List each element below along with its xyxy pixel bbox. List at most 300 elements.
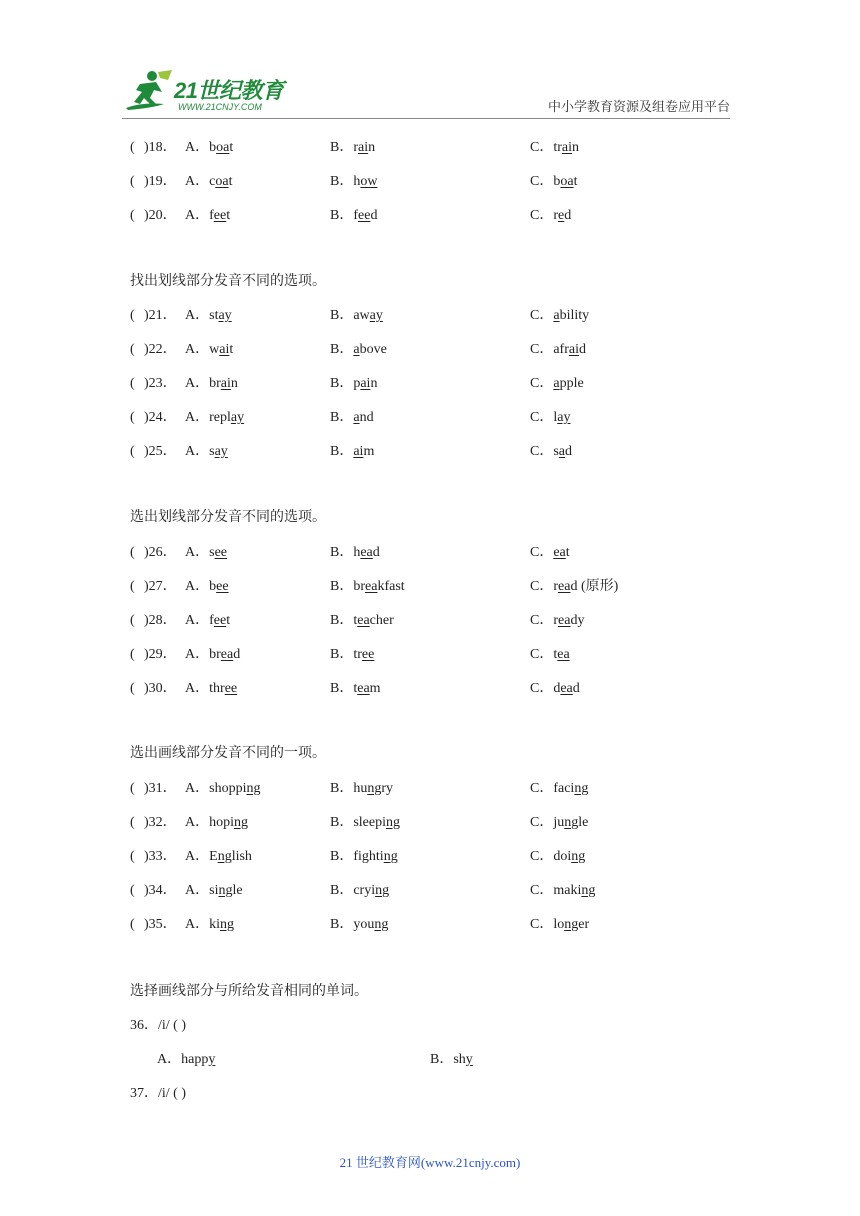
answer-blank[interactable]: (: [130, 545, 135, 560]
answer-blank[interactable]: (: [130, 917, 135, 932]
word-part: sleepi: [353, 815, 386, 830]
option-letter: B．: [330, 410, 354, 425]
underlined-part: a: [558, 444, 566, 459]
underlined-part: a: [553, 308, 560, 323]
underlined-part: ee: [216, 579, 229, 594]
option-c: [530, 541, 570, 565]
option-letter: B．: [330, 208, 354, 223]
option-letter: C．: [530, 208, 554, 223]
word-part: le: [578, 815, 589, 830]
word-part: lish: [231, 849, 252, 864]
option-a: [185, 879, 243, 903]
underlined-part: ea: [558, 579, 571, 594]
word-part: t: [353, 613, 358, 628]
word-part: pple: [559, 376, 584, 391]
word-part: d: [579, 342, 586, 357]
option-letter: C．: [530, 681, 554, 696]
underlined-part: ee: [358, 208, 371, 223]
option-letter: B．: [430, 1052, 454, 1067]
option-c: [530, 204, 571, 228]
underlined-part: ea: [553, 545, 566, 560]
question-number: )29．: [144, 647, 177, 662]
option-letter: A．: [185, 681, 210, 696]
option-a: [185, 777, 260, 801]
word-part: d: [564, 208, 572, 223]
option-letter: B．: [330, 579, 354, 594]
option-c: [530, 338, 586, 362]
answer-blank[interactable]: (: [130, 444, 135, 459]
question-number: )28．: [144, 613, 177, 628]
word-part: you: [353, 917, 375, 932]
word-part: tr: [353, 647, 362, 662]
option-letter: A．: [185, 208, 210, 223]
option-letter: B．: [330, 681, 354, 696]
word-part: cryi: [353, 883, 376, 898]
option-letter: B．: [330, 647, 354, 662]
underlined-part: ee: [213, 208, 227, 223]
option-letter: C．: [530, 917, 554, 932]
underlined-part: ay: [230, 410, 245, 425]
underlined-part: ea: [557, 647, 570, 662]
option-a: [185, 575, 229, 599]
word-part: repl: [209, 410, 231, 425]
underlined-part: ng: [564, 917, 579, 932]
word-part: shoppi: [209, 781, 247, 796]
word-part: c: [209, 174, 216, 189]
word-part: cher: [369, 613, 394, 628]
option-b: [330, 677, 381, 701]
word-part: er: [578, 917, 590, 932]
logo-wordmark: 21世纪教育: [174, 78, 284, 103]
option-b: [330, 575, 405, 599]
question-row: [130, 338, 730, 362]
question-number: )25．: [144, 444, 177, 459]
answer-blank[interactable]: (: [130, 410, 135, 425]
answer-blank[interactable]: (: [130, 613, 135, 628]
option-letter: C．: [530, 140, 554, 155]
underlined-part: ng: [246, 781, 261, 796]
option-a: [185, 304, 232, 328]
word-part: si: [209, 883, 219, 898]
section-instruction: 选择画线部分与所给发音相同的单词。: [130, 984, 368, 999]
word-part: sh: [453, 1052, 466, 1067]
word-part: dy: [570, 613, 585, 628]
option-letter: A．: [185, 613, 210, 628]
option-b: [330, 541, 380, 565]
option-c: [530, 304, 589, 328]
word-part: st: [209, 308, 219, 323]
underlined-part: ea: [360, 545, 373, 560]
question-number: )23．: [144, 376, 177, 391]
option-letter: C．: [530, 849, 554, 864]
option-a: [185, 406, 244, 430]
option-a: [185, 136, 233, 160]
word-part: br: [209, 647, 221, 662]
question-row: [130, 541, 730, 565]
option-b: [330, 136, 375, 160]
option-letter: C．: [530, 545, 554, 560]
question-number: )27．: [144, 579, 177, 594]
word-part: kfast: [377, 579, 405, 594]
question-row: [130, 643, 730, 667]
option-b: [330, 304, 383, 328]
question-number: )35．: [144, 917, 177, 932]
word-part: t: [553, 647, 558, 662]
option-a: [157, 1048, 215, 1072]
option-letter: A．: [185, 579, 210, 594]
word-part: f: [209, 208, 214, 223]
question-number: )18．: [144, 140, 177, 155]
question-number: )31．: [144, 781, 177, 796]
word-part: hu: [353, 781, 368, 796]
question-row: [130, 440, 730, 464]
option-letter: B．: [330, 140, 354, 155]
option-letter: A．: [185, 376, 210, 391]
underlined-part: ea: [560, 681, 573, 696]
word-part: b: [553, 174, 561, 189]
word-part: f: [353, 208, 359, 223]
word-part: E: [209, 849, 218, 864]
word-part: d: [553, 681, 561, 696]
question-row: [130, 1048, 730, 1072]
underlined-part: ng: [386, 815, 400, 830]
underlined-part: ee: [361, 647, 375, 662]
option-letter: A．: [185, 410, 210, 425]
answer-blank[interactable]: (: [130, 308, 135, 323]
word-part: p: [353, 376, 361, 391]
option-letter: B．: [330, 883, 354, 898]
option-letter: A．: [185, 781, 210, 796]
word-part: s: [209, 545, 215, 560]
question-row: [130, 575, 730, 599]
question-number: )21．: [144, 308, 177, 323]
underlined-part: ng: [571, 849, 586, 864]
underlined-part: ai: [358, 140, 369, 155]
option-letter: C．: [530, 647, 554, 662]
underlined-part: ng: [220, 917, 235, 932]
underlined-part: ng: [375, 883, 390, 898]
option-c: [530, 643, 570, 667]
option-c: [530, 170, 577, 194]
option-b: [330, 609, 394, 633]
section-instruction: 选出画线部分发音不同的一项。: [130, 746, 326, 761]
answer-blank[interactable]: (: [130, 342, 135, 357]
word-part: br: [209, 376, 221, 391]
question-row: [130, 879, 730, 903]
question-number: )30．: [144, 681, 177, 696]
option-letter: B．: [330, 308, 354, 323]
underlined-part: ay: [218, 308, 232, 323]
word-part: t: [573, 174, 578, 189]
option-c: [530, 879, 595, 903]
option-a: [185, 372, 238, 396]
word-part: h: [353, 174, 361, 189]
word-part: h: [353, 545, 361, 560]
underlined-part: ea: [558, 613, 571, 628]
underlined-part: ai: [219, 342, 230, 357]
option-letter: B．: [330, 613, 354, 628]
question-row: [130, 845, 730, 869]
option-letter: C．: [530, 410, 554, 425]
underlined-part: ai: [561, 140, 573, 155]
word-part: hopi: [209, 815, 235, 830]
answer-blank[interactable]: (: [130, 883, 135, 898]
option-letter: A．: [185, 883, 210, 898]
option-letter: B．: [330, 545, 354, 560]
option-c: [530, 913, 589, 937]
answer-blank[interactable]: (: [130, 579, 135, 594]
word-part: b: [209, 579, 217, 594]
option-letter: C．: [530, 444, 554, 459]
option-letter: B．: [330, 376, 354, 391]
option-letter: A．: [185, 308, 210, 323]
option-a: [185, 440, 228, 464]
word-part: aw: [353, 308, 370, 323]
option-letter: A．: [185, 647, 210, 662]
option-letter: A．: [185, 140, 210, 155]
option-letter: C．: [530, 579, 554, 594]
underlined-part: ea: [220, 647, 234, 662]
option-a: [185, 811, 248, 835]
option-letter: C．: [530, 883, 554, 898]
underlined-part: ng: [234, 815, 249, 830]
option-letter: A．: [185, 444, 210, 459]
option-c: [530, 440, 572, 464]
option-b: [330, 338, 387, 362]
word-part: d: [372, 545, 380, 560]
word-part: doi: [553, 849, 572, 864]
word-part: r: [553, 613, 559, 628]
footer-link[interactable]: 21 世纪教育网(www.21cnjy.com): [339, 1155, 521, 1170]
underlined-part: a: [353, 410, 360, 425]
word-part: t: [565, 545, 570, 560]
underlined-part: ng: [374, 917, 389, 932]
page-header: [0, 0, 860, 130]
answer-blank[interactable]: (: [130, 647, 135, 662]
word-part: bility: [559, 308, 590, 323]
option-a: [185, 609, 230, 633]
option-letter: B．: [330, 174, 354, 189]
question-row: [130, 136, 730, 160]
underlined-part: ai: [220, 376, 231, 391]
word-part: b: [209, 140, 217, 155]
underlined-part: ng: [574, 781, 589, 796]
word-part: f: [209, 613, 214, 628]
underlined-part: ea: [357, 613, 370, 628]
underlined-part: ay: [557, 410, 571, 425]
question-row: [130, 170, 730, 194]
underlined-part: ai: [568, 342, 579, 357]
word-part: nd: [359, 410, 374, 425]
option-letter: B．: [330, 781, 354, 796]
option-a: [185, 845, 252, 869]
answer-blank[interactable]: (: [130, 815, 135, 830]
word-part: fighti: [353, 849, 384, 864]
underlined-part: ee: [213, 613, 227, 628]
word-part: t: [229, 140, 234, 155]
word-part: r: [353, 140, 359, 155]
underlined-part: ng: [367, 781, 382, 796]
logo-url: WWW.21CNJY.COM: [178, 102, 262, 112]
question-number: )24．: [144, 410, 177, 425]
underlined-part: ng: [218, 883, 233, 898]
word-part: t: [353, 681, 358, 696]
option-b: [430, 1048, 473, 1072]
question-36: 36．/i/ ( ): [130, 1018, 186, 1033]
option-a: [185, 643, 240, 667]
word-part: lo: [553, 917, 565, 932]
answer-blank[interactable]: (: [130, 849, 135, 864]
underlined-part: ng: [564, 815, 579, 830]
underlined-part: ea: [357, 681, 370, 696]
question-37: 37．/i/ ( ): [130, 1086, 186, 1101]
word-part: n: [572, 140, 580, 155]
word-part: n: [368, 140, 376, 155]
question-row: [130, 406, 730, 430]
answer-blank[interactable]: (: [130, 681, 135, 696]
word-part: happ: [181, 1052, 209, 1067]
question-number: )33．: [144, 849, 177, 864]
answer-blank[interactable]: (: [130, 208, 135, 223]
underlined-part: ai: [360, 376, 371, 391]
word-part: m: [363, 444, 375, 459]
word-part: l: [553, 410, 558, 425]
option-letter: B．: [330, 342, 354, 357]
underlined-part: ee: [224, 681, 238, 696]
word-part: faci: [553, 781, 575, 796]
question-number: )20．: [144, 208, 177, 223]
option-letter: C．: [530, 613, 554, 628]
underlined-part: y: [465, 1052, 473, 1067]
word-part: r: [553, 579, 559, 594]
option-letter: B．: [330, 917, 354, 932]
option-c: [530, 609, 584, 633]
word-part: maki: [553, 883, 582, 898]
word-part: d: [233, 647, 241, 662]
option-c: [530, 575, 618, 599]
answer-blank[interactable]: (: [130, 781, 135, 796]
word-part: ry: [381, 781, 394, 796]
word-part: s: [553, 444, 559, 459]
word-part: n: [370, 376, 378, 391]
option-b: [330, 372, 377, 396]
option-letter: A．: [185, 342, 210, 357]
option-letter: A．: [185, 849, 210, 864]
option-b: [330, 440, 374, 464]
option-a: [185, 204, 230, 228]
option-letter: A．: [185, 917, 210, 932]
option-letter: A．: [157, 1052, 182, 1067]
word-part: t: [228, 174, 233, 189]
option-c: [530, 677, 580, 701]
word-part: d (原形): [570, 579, 619, 594]
word-part: ju: [553, 815, 565, 830]
underlined-part: e: [558, 208, 565, 223]
underlined-part: ow: [360, 174, 378, 189]
option-b: [330, 913, 388, 937]
question-number: )32．: [144, 815, 177, 830]
option-b: [330, 845, 398, 869]
answer-blank[interactable]: (: [130, 140, 135, 155]
option-a: [185, 913, 234, 937]
word-part: d: [370, 208, 378, 223]
underlined-part: ng: [217, 849, 232, 864]
option-letter: C．: [530, 308, 554, 323]
underlined-part: oa: [215, 174, 229, 189]
underlined-part: a: [353, 342, 360, 357]
option-letter: B．: [330, 849, 354, 864]
word-part: afr: [553, 342, 569, 357]
option-c: [530, 811, 588, 835]
runner-logo-icon: [122, 68, 178, 114]
word-part: thr: [209, 681, 225, 696]
option-letter: C．: [530, 342, 554, 357]
question-number: )26．: [144, 545, 177, 560]
answer-blank[interactable]: (: [130, 174, 135, 189]
word-part: r: [553, 208, 559, 223]
word-part: n: [230, 376, 238, 391]
option-letter: C．: [530, 174, 554, 189]
word-part: ki: [209, 917, 221, 932]
word-part: t: [229, 342, 234, 357]
word-part: le: [232, 883, 243, 898]
header-divider: [122, 118, 730, 119]
option-b: [330, 811, 400, 835]
option-b: [330, 879, 389, 903]
option-c: [530, 777, 588, 801]
word-part: w: [209, 342, 220, 357]
question-number: )34．: [144, 883, 177, 898]
word-part: tr: [553, 140, 562, 155]
section-instruction: 选出划线部分发音不同的选项。: [130, 510, 326, 525]
question-row: [130, 609, 730, 633]
option-b: [330, 170, 377, 194]
word-part: br: [353, 579, 366, 594]
word-part: t: [226, 208, 231, 223]
question-row: [130, 913, 730, 937]
question-row: [130, 372, 730, 396]
underlined-part: oa: [216, 140, 230, 155]
option-a: [185, 677, 237, 701]
underlined-part: ay: [369, 308, 383, 323]
answer-blank[interactable]: (: [130, 376, 135, 391]
option-letter: A．: [185, 545, 210, 560]
option-a: [185, 541, 227, 565]
option-b: [330, 643, 374, 667]
option-c: [530, 372, 584, 396]
option-letter: B．: [330, 815, 354, 830]
word-part: m: [369, 681, 381, 696]
option-letter: C．: [530, 815, 554, 830]
underlined-part: ee: [214, 545, 228, 560]
header-tagline: 中小学教育资源及组卷应用平台: [547, 99, 730, 114]
question-row: [130, 777, 730, 801]
underlined-part: ai: [353, 444, 364, 459]
question-row: [130, 204, 730, 228]
option-a: [185, 338, 233, 362]
section-instruction: 找出划线部分发音不同的选项。: [130, 274, 326, 289]
site-logo[interactable]: [122, 68, 292, 118]
underlined-part: oa: [560, 174, 574, 189]
option-b: [330, 204, 377, 228]
word-part: s: [209, 444, 215, 459]
option-c: [530, 845, 585, 869]
word-part: t: [226, 613, 231, 628]
underlined-part: ng: [581, 883, 596, 898]
option-letter: A．: [185, 815, 210, 830]
word-part: d: [572, 681, 580, 696]
word-part: bove: [359, 342, 387, 357]
